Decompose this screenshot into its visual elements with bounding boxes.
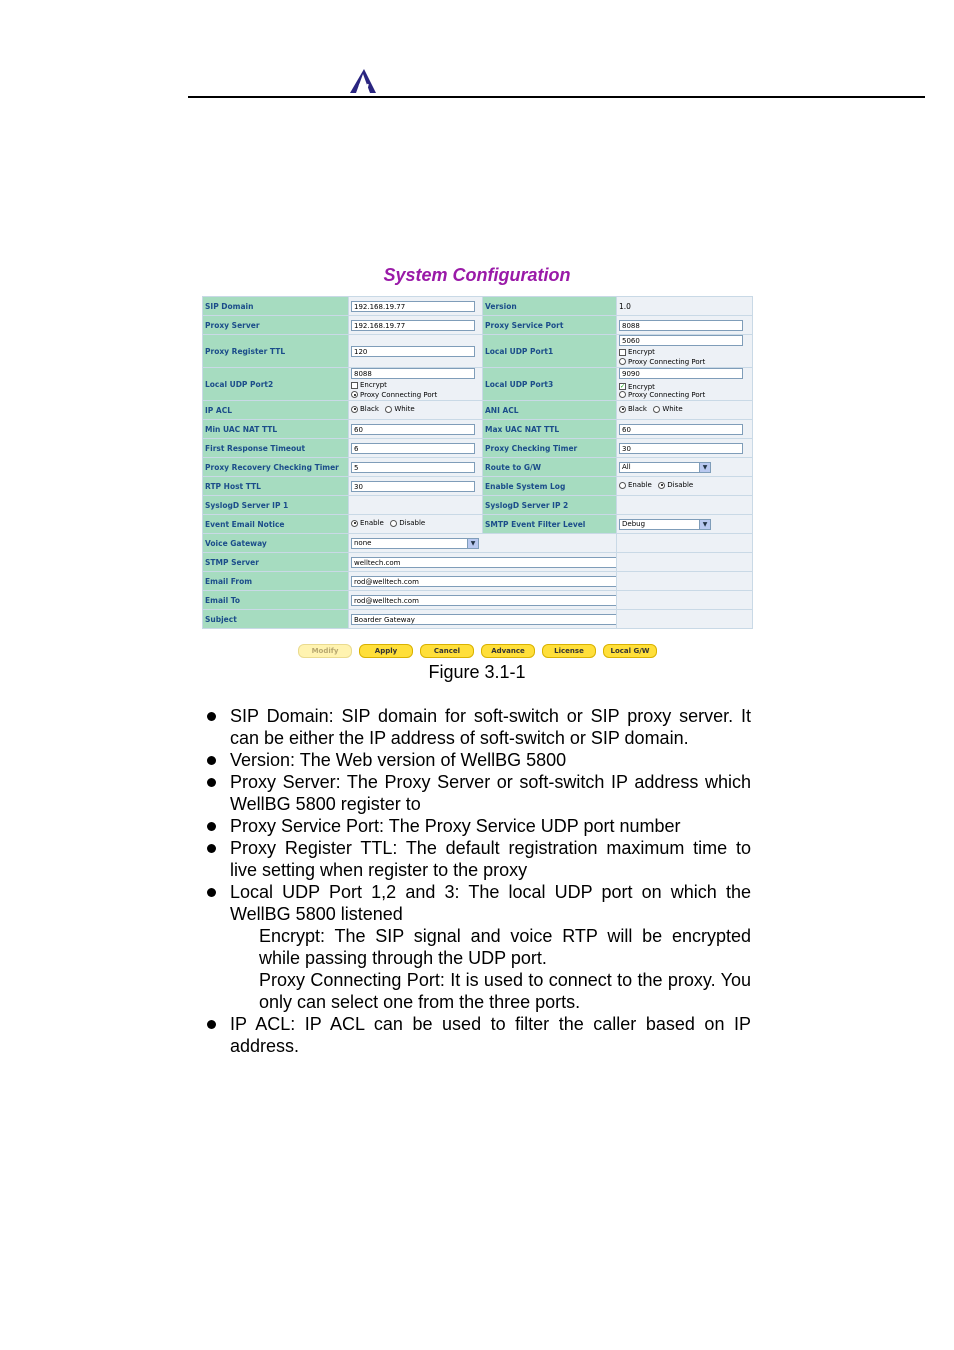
ani-acl-black-radio[interactable] — [619, 406, 626, 413]
system-log-disable-radio[interactable] — [658, 482, 665, 489]
proxy-recovery-checking-timer-input[interactable]: 5 — [351, 462, 475, 473]
table-row — [203, 477, 753, 496]
proxy-server-input[interactable]: 192.168.19.77 — [351, 320, 475, 331]
port2-proxy-connecting-radio[interactable] — [351, 391, 358, 398]
port3-encrypt-label: Encrypt — [628, 382, 655, 391]
stmp-server-input[interactable]: welltech.com — [351, 557, 635, 568]
system-log-disable-label: Disable — [667, 481, 694, 490]
local-udp-port1-input[interactable]: 5060 — [619, 335, 743, 346]
subject-label: Subject — [203, 610, 349, 629]
rtp-host-ttl-input[interactable]: 30 — [351, 481, 475, 492]
table-row — [203, 439, 753, 458]
port1-proxy-connecting-radio[interactable] — [619, 358, 626, 365]
table-row — [203, 368, 753, 401]
email-notice-enable-label: Enable — [360, 519, 384, 528]
list-subitem: Proxy Connecting Port: It is used to connect to the proxy. You only can select one from the three ports. — [259, 970, 751, 1012]
table-row — [203, 591, 753, 610]
first-response-timeout-input[interactable]: 6 — [351, 443, 475, 454]
voice-gateway-select[interactable] — [351, 538, 479, 549]
system-log-enable-label: Enable — [628, 481, 652, 490]
system-log-enable-radio[interactable] — [619, 482, 626, 489]
list-subitem: Encrypt: The SIP signal and voice RTP will be encrypted while passing through the UDP port. — [259, 926, 751, 968]
max-uac-nat-ttl-label: Max UAC NAT TTL — [483, 420, 617, 439]
email-notice-enable-radio[interactable] — [351, 520, 358, 527]
table-row — [203, 297, 753, 316]
chevron-down-icon: ▼ — [699, 463, 710, 472]
port2-encrypt-checkbox[interactable] — [351, 382, 358, 389]
table-row — [203, 335, 753, 368]
smtp-event-filter-level-select[interactable] — [619, 519, 711, 530]
list-item: SIP Domain: SIP domain for soft-switch or SIP proxy server. It can be either the IP address of soft-switch or SIP domain. — [205, 705, 751, 749]
local-udp-port1-label: Local UDP Port1 — [483, 335, 617, 368]
system-configuration-figure — [202, 262, 752, 662]
max-uac-nat-ttl-input[interactable]: 60 — [619, 424, 743, 435]
ip-acl-white-label: White — [394, 405, 415, 414]
table-row — [203, 515, 753, 534]
apply-button[interactable]: Apply — [359, 644, 413, 658]
table-row — [203, 458, 753, 477]
port2-encrypt-label: Encrypt — [360, 381, 387, 389]
smtp-event-filter-level-label: SMTP Event Filter Level — [483, 515, 617, 534]
event-email-notice-label: Event Email Notice — [203, 515, 349, 534]
advance-button[interactable]: Advance — [481, 644, 535, 658]
local-udp-port2-label: Local UDP Port2 — [203, 368, 349, 401]
proxy-recovery-checking-timer-label: Proxy Recovery Checking Timer — [203, 458, 349, 477]
table-row — [203, 401, 753, 420]
ani-acl-label: ANI ACL — [483, 401, 617, 420]
ip-acl-black-radio[interactable] — [351, 406, 358, 413]
header-rule — [188, 96, 925, 98]
company-logo-icon — [348, 68, 378, 94]
table-row — [203, 420, 753, 439]
stmp-server-label: STMP Server — [203, 553, 349, 572]
list-item: Proxy Register TTL: The default registration maximum time to live setting when register to the proxy — [205, 837, 751, 881]
figure-title: System Configuration — [383, 265, 571, 285]
email-to-input[interactable]: rod@welltech.com — [351, 595, 635, 606]
table-row — [203, 496, 753, 515]
min-uac-nat-ttl-input[interactable]: 60 — [351, 424, 475, 435]
list-item: Local UDP Port 1,2 and 3: The local UDP port on which the WellBG 5800 listened — [205, 881, 751, 925]
voice-gateway-label: Voice Gateway — [203, 534, 349, 553]
email-notice-disable-label: Disable — [399, 519, 426, 528]
voice-gateway-value: none — [354, 539, 372, 547]
proxy-register-ttl-input[interactable]: 120 — [351, 346, 475, 357]
local-udp-port3-label: Local UDP Port3 — [483, 368, 617, 401]
proxy-checking-timer-label: Proxy Checking Timer — [483, 439, 617, 458]
cancel-button[interactable]: Cancel — [420, 644, 474, 658]
local-udp-port3-input[interactable]: 9090 — [619, 368, 743, 379]
ip-acl-white-radio[interactable] — [385, 406, 392, 413]
ani-acl-white-radio[interactable] — [653, 406, 660, 413]
table-row — [203, 553, 753, 572]
syslogd-server-ip1-label: SyslogD Server IP 1 — [203, 496, 349, 515]
port3-encrypt-checkbox[interactable]: ✓ — [620, 383, 626, 390]
table-row — [203, 572, 753, 591]
list-item: IP ACL: IP ACL can be used to filter the caller based on IP address. — [205, 1013, 751, 1057]
route-to-gw-label: Route to G/W — [483, 458, 617, 477]
local-gw-button[interactable]: Local G/W — [603, 644, 657, 658]
min-uac-nat-ttl-label: Min UAC NAT TTL — [203, 420, 349, 439]
email-to-label: Email To — [203, 591, 349, 610]
table-row — [203, 316, 753, 335]
figure-caption: Figure 3.1-1 — [428, 662, 526, 682]
sip-domain-label: SIP Domain — [203, 297, 349, 316]
version-value: 1.0 — [617, 297, 753, 316]
port3-proxy-connecting-label: Proxy Connecting Port — [628, 390, 706, 399]
proxy-server-label: Proxy Server — [203, 316, 349, 335]
port3-proxy-connecting-radio[interactable] — [619, 391, 626, 398]
chevron-down-icon: ▼ — [699, 520, 710, 529]
first-response-timeout-label: First Response Timeout — [203, 439, 349, 458]
sip-domain-input[interactable]: 192.168.19.77 — [351, 301, 475, 312]
route-to-gw-select[interactable] — [619, 462, 711, 473]
ani-acl-white-label: White — [662, 405, 683, 414]
ip-acl-black-label: Black — [360, 405, 379, 414]
port2-proxy-connecting-label: Proxy Connecting Port — [360, 390, 438, 399]
license-button[interactable]: License — [542, 644, 596, 658]
port1-encrypt-label: Encrypt — [628, 348, 655, 356]
list-item: Proxy Server: The Proxy Server or soft-switch IP address which WellBG 5800 register to — [205, 771, 751, 815]
ip-acl-label: IP ACL — [203, 401, 349, 420]
proxy-service-port-label: Proxy Service Port — [483, 316, 617, 335]
chevron-down-icon: ▼ — [467, 539, 478, 548]
route-to-gw-value: All — [622, 463, 631, 471]
table-row — [203, 610, 753, 629]
proxy-register-ttl-label: Proxy Register TTL — [203, 335, 349, 368]
modify-button[interactable]: Modify — [298, 644, 352, 658]
enable-system-log-label: Enable System Log — [483, 477, 617, 496]
proxy-service-port-input[interactable]: 8088 — [619, 320, 743, 331]
email-from-input[interactable]: rod@welltech.com — [351, 576, 635, 587]
subject-input[interactable]: Boarder Gateway — [351, 614, 635, 625]
config-table — [202, 296, 753, 629]
list-item: Proxy Service Port: The Proxy Service UDP port number — [205, 815, 751, 837]
email-from-label: Email From — [203, 572, 349, 591]
version-label: Version — [483, 297, 617, 316]
list-item: Version: The Web version of WellBG 5800 — [205, 749, 751, 771]
ani-acl-black-label: Black — [628, 405, 647, 414]
table-row — [203, 534, 753, 553]
syslogd-server-ip2-label: SyslogD Server IP 2 — [483, 496, 617, 515]
email-notice-disable-radio[interactable] — [390, 520, 397, 527]
button-bar — [298, 644, 657, 658]
description-list — [205, 705, 751, 1057]
port1-proxy-connecting-label: Proxy Connecting Port — [628, 357, 706, 366]
local-udp-port2-input[interactable]: 8088 — [351, 368, 475, 379]
rtp-host-ttl-label: RTP Host TTL — [203, 477, 349, 496]
port1-encrypt-checkbox[interactable] — [619, 349, 626, 356]
smtp-event-filter-level-value: Debug — [622, 520, 646, 528]
proxy-checking-timer-input[interactable]: 30 — [619, 443, 743, 454]
